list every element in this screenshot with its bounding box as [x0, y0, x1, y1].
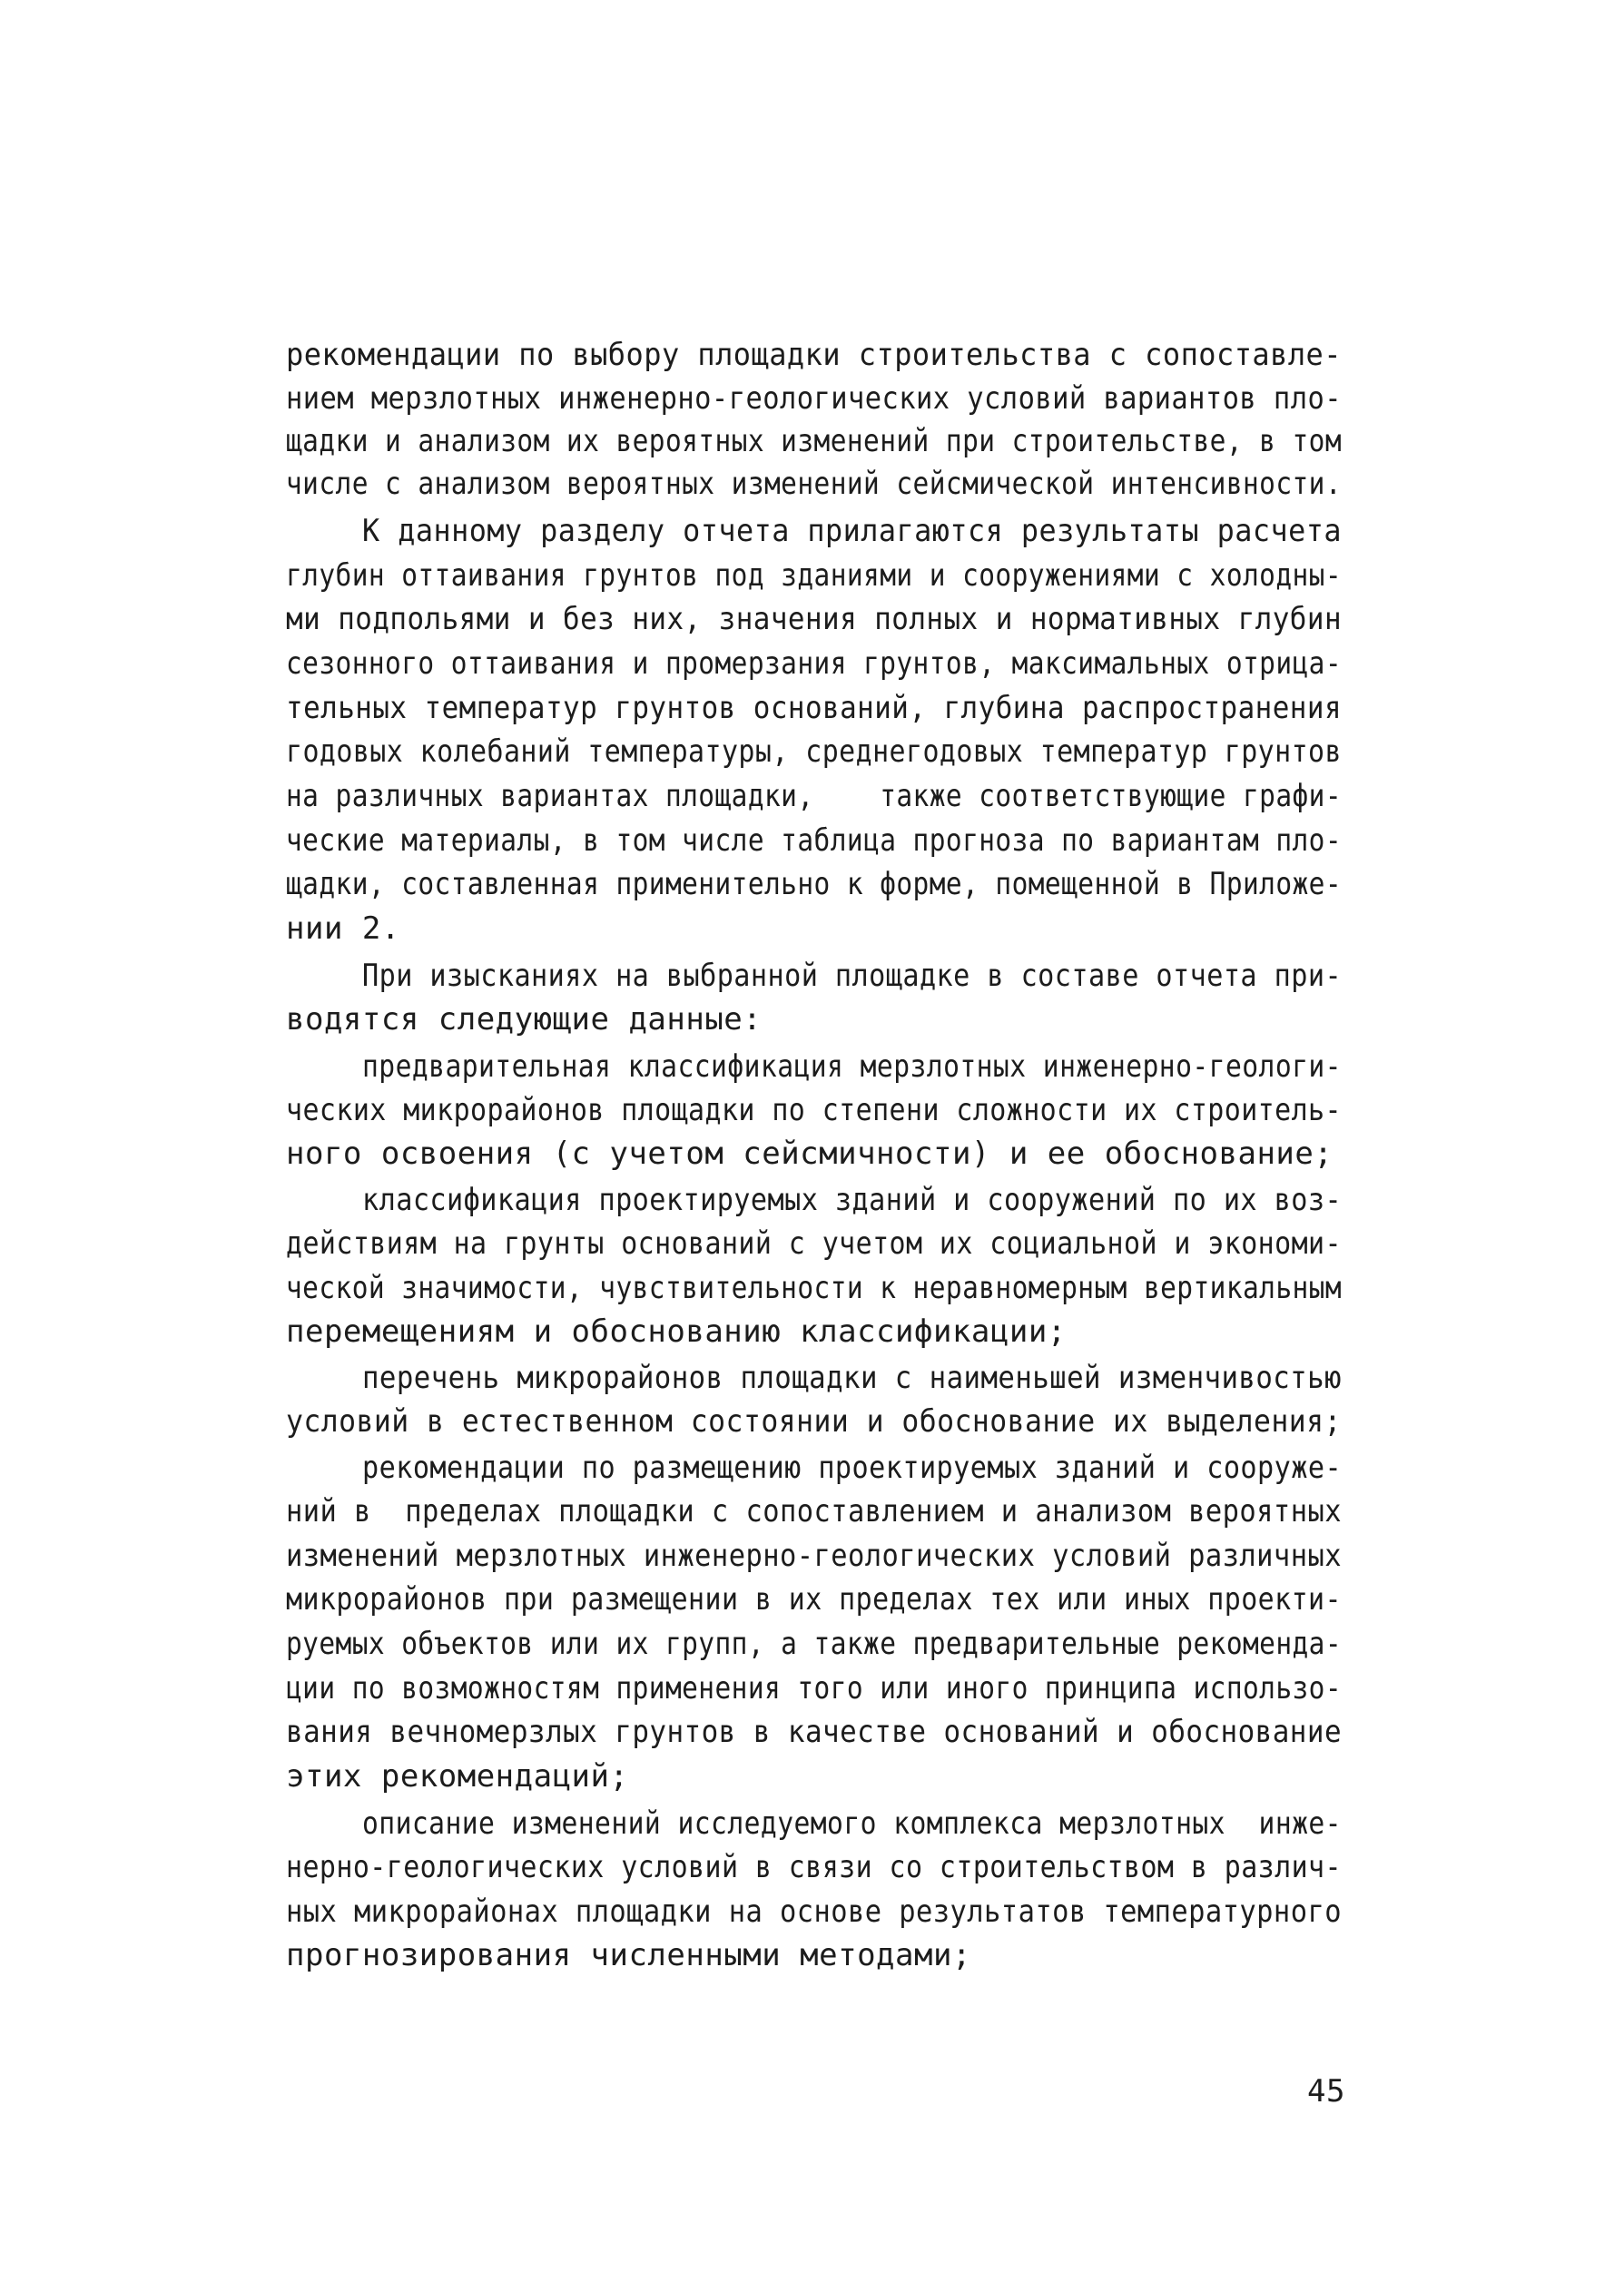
- text-line: числе с анализом вероятных изменений сейсмической интенсивности.: [286, 466, 1343, 502]
- text-line: водятся следующие данные:: [286, 1001, 763, 1038]
- text-line: сезонного оттаивания и промерзания грунтов, максимальных отрица-: [286, 645, 1343, 682]
- text-line: ного освоения (с учетом сейсмичности) и ее обоснование;: [286, 1136, 1334, 1172]
- text-line: условий в естественном состоянии и обоснование их выделения;: [286, 1403, 1342, 1440]
- text-line: нерно-геологических условий в связи со строительством в различ-: [286, 1849, 1342, 1885]
- text-line: ний в пределах площадки с сопоставлением и анализом вероятных: [286, 1493, 1342, 1529]
- text-line: руемых объектов или их групп, а также предварительные рекоменда-: [286, 1626, 1343, 1662]
- text-line: ции по возможностям применения того или иного принципа использо-: [286, 1670, 1343, 1706]
- text-line: рекомендации по выбору площадки строительства с сопоставле-: [286, 337, 1342, 373]
- text-line: ческой значимости, чувствительности к неравномерным вертикальным: [286, 1270, 1343, 1306]
- text-line: ных микрорайонах площадки на основе результатов температурного: [286, 1893, 1342, 1930]
- text-line: щадки и анализом их вероятных изменений при строительстве, в том: [286, 423, 1343, 459]
- text-line: классификация проектируемых зданий и сооружений по их воз-: [362, 1182, 1343, 1218]
- text-line: годовых колебаний температуры, среднегодовых температур грунтов: [286, 733, 1342, 770]
- text-line: глубин оттаивания грунтов под зданиями и сооружениями с холодны-: [286, 557, 1343, 594]
- text-line: щадки, составленная применительно к форме, помещенной в Приложе-: [286, 866, 1343, 902]
- text-line: рекомендации по размещению проектируемых зданий и сооруже-: [362, 1450, 1343, 1486]
- text-line: микрорайонов при размещении в их пределах тех или иных проекти-: [286, 1581, 1342, 1618]
- text-line: перемещениям и обоснованию классификации;: [286, 1313, 1067, 1350]
- page-number: 45: [1307, 2073, 1345, 2110]
- text-line: прогнозирования численными методами;: [286, 1937, 971, 1973]
- text-line: действиям на грунты оснований с учетом их социальной и экономи-: [286, 1225, 1342, 1262]
- text-line: перечень микрорайонов площадки с наименьшей изменчивостью: [362, 1360, 1342, 1396]
- text-line: на различных вариантах площадки, также соответствующие графи-: [286, 778, 1343, 814]
- text-line: предварительная классификация мерзлотных инженерно-геологи-: [362, 1048, 1342, 1085]
- text-line: тельных температур грунтов оснований, глубина распространения: [286, 690, 1343, 726]
- text-line: нии 2.: [286, 910, 400, 947]
- text-line: этих рекомендаций;: [286, 1758, 629, 1795]
- text-line: изменений мерзлотных инженерно-геологических условий различных: [286, 1538, 1342, 1574]
- text-line: нием мерзлотных инженерно-геологических условий вариантов пло-: [286, 380, 1342, 417]
- text-line: ми подпольями и без них, значения полных и нормативных глубин: [286, 601, 1343, 637]
- text-line: вания вечномерзлых грунтов в качестве оснований и обоснование: [286, 1714, 1343, 1750]
- text-line: При изысканиях на выбранной площадке в составе отчета при-: [362, 958, 1343, 994]
- text-line: описание изменений исследуемого комплекса мерзлотных инже-: [362, 1805, 1342, 1842]
- text-line: К данному разделу отчета прилагаются результаты расчета: [362, 513, 1342, 549]
- text-line: ческих микрорайонов площадки по степени сложности их строитель-: [286, 1092, 1342, 1128]
- text-line: ческие материалы, в том числе таблица прогноза по вариантам пло-: [286, 822, 1343, 859]
